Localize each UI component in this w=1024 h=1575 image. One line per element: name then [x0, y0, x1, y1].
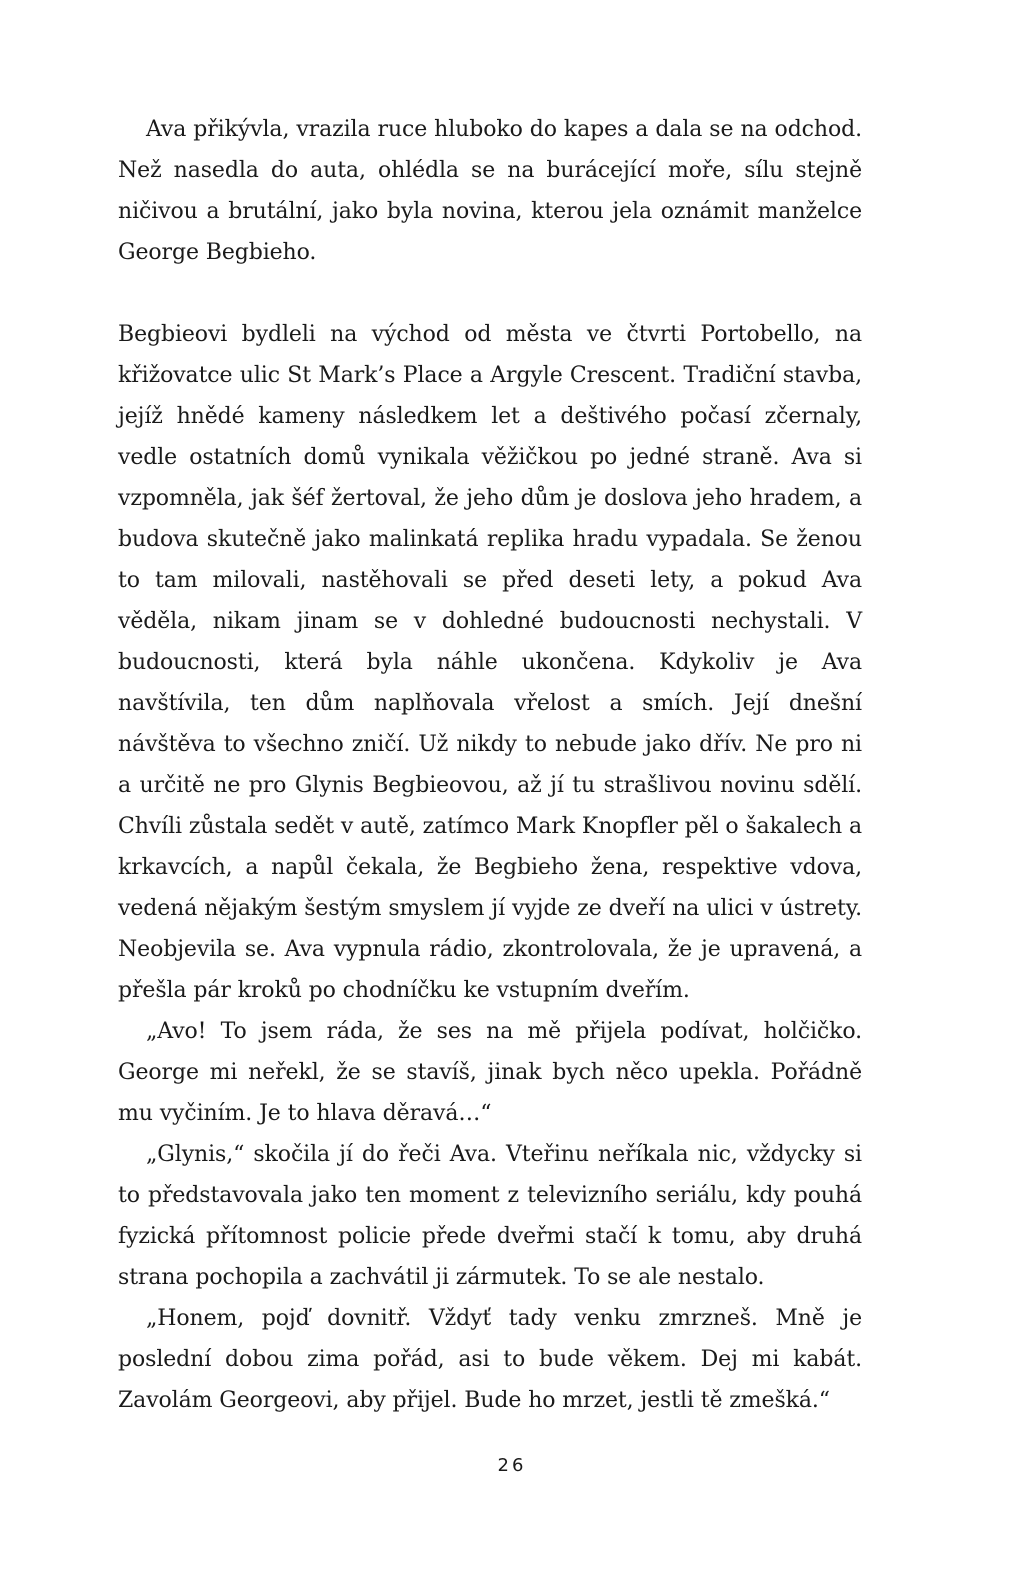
- body-text: [118, 109, 862, 1421]
- paragraph-3: „Avo! To jsem ráda, že ses na mě přijela podívat, holčičko. George mi neřekl, že se stavíš, jinak bych něco upekla. Pořádně mu vyčiním. Je to hlava děravá…“: [118, 1019, 862, 1126]
- section-break: [118, 273, 862, 314]
- paragraph-4: „Glynis,“ skočila jí do řeči Ava. Vteřinu neříkala nic, vždycky si to představovala jako ten moment z televizního seriálu, kdy pouhá fyzická přítomnost policie přede dveřmi stačí k tomu, aby druhá strana pochopila a zachvátil ji zármutek. To se ale nestalo.: [118, 1142, 862, 1290]
- paragraph-1: Ava přikývla, vrazila ruce hluboko do kapes a dala se na odchod. Než nasedla do auta, ohlédla se na burácející moře, sílu stejně ničivou a brutální, jako byla novina, kterou jela oznámit manželce George Begbieho.: [118, 117, 862, 265]
- paragraph-2: Begbieovi bydleli na východ od města ve čtvrti Portobello, na křižovatce ulic St Mark’s Place a Argyle Crescent. Tradiční stavba, jejíž hnědé kameny následkem let a deštivého počasí zčernaly, vedle ostatních domů vynikala věžičkou po jedné straně. Ava si vzpomněla, jak šéf žertoval, že jeho dům je doslova jeho hradem, a budova skutečně jako malinkatá replika hradu vypadala. Se ženou to tam milovali, nastěhovali se před deseti lety, a pokud Ava věděla, nikam jinam se v dohledné budoucnosti nechystali. V budoucnosti, která byla náhle ukončena. Kdykoliv je Ava navštívila, ten dům naplňovala vřelost a smích. Její dnešní návštěva to všechno zničí. Už nikdy to nebude jako dřív. Ne pro ni a určitě ne pro Glynis Begbieovou, až jí tu strašlivou novinu sdělí. Chvíli zůstala sedět v autě, zatímco Mark Knopfler pěl o šakalech a krkavcích, a napůl čekala, že Begbieho žena, respektive vdova, vedená nějakým šestým smyslem jí vyjde ze dveří na ulici v ústrety. Neobjevila se. Ava vypnula rádio, zkontrolovala, že je upravená, a přešla pár kroků po chodníčku ke vstupním dveřím.: [118, 322, 862, 1003]
- page-number: 26: [497, 1455, 527, 1476]
- paragraph-5: „Honem, pojď dovnitř. Vždyť tady venku zmrzneš. Mně je poslední dobou zima pořád, asi to bude věkem. Dej mi kabát. Zavolám Georgeovi, aby přijel. Bude ho mrzet, jestli tě zmešká.“: [118, 1306, 862, 1413]
